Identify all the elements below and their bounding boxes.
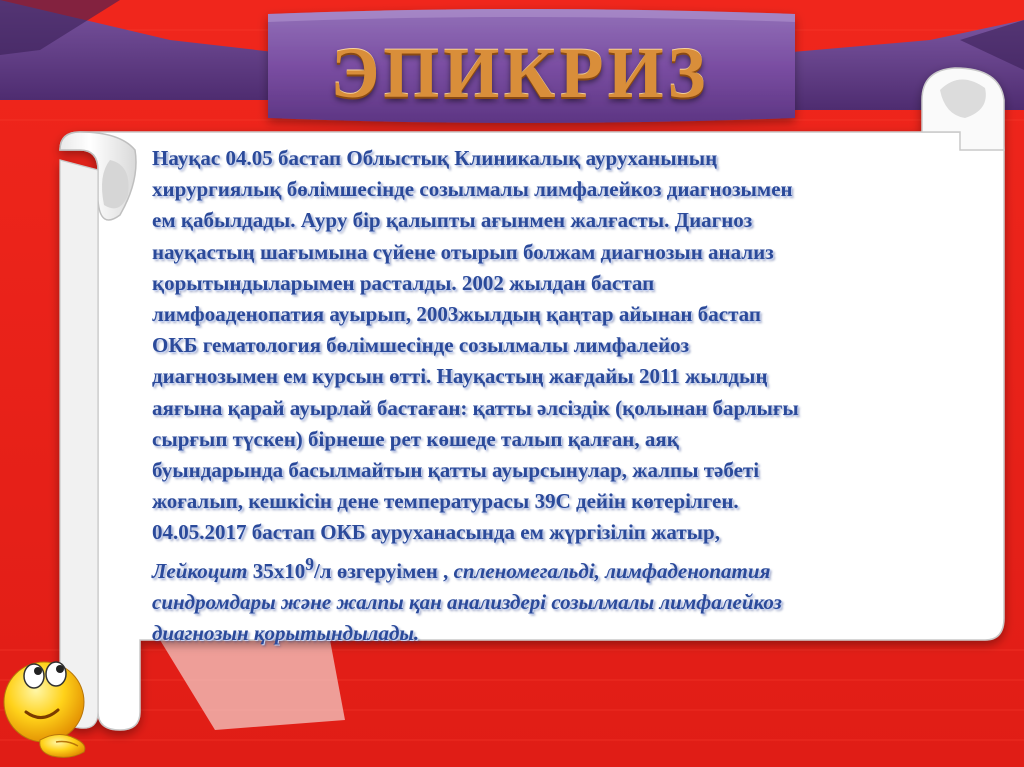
text-line: науқастың шағымына сүйене отырып болжам диагнозын анализ [152,239,774,264]
leukocyte-value: 35х10 [247,558,306,583]
text-line: ем қабылдады. Ауру бір қалыпты ағынмен жалғасты. Диагноз [152,208,753,233]
text-line: аяғына қарай ауырлай бастаған: қатты әлсіздік (қолынан барлығы [152,395,799,420]
text-line: диагнозын қорытындылады. [152,621,420,646]
text-line-leukocyte [152,549,952,587]
text-line: хирургиялық бөлімшесінде созылмалы лимфалейкоз диагнозымен [152,177,793,202]
text-line: Науқас 04.05 бастап Облыстық Клиникалық ауруханының [152,146,718,170]
text-line: сырғып түскен) бірнеше рет көшеде талып қалған, аяқ [152,426,679,451]
text-line: жоғалып, кешкісін дене температурасы 39С дейін көтерілген. [152,489,739,514]
text-line: 04.05.2017 бастап ОКБ ауруханасында ем жүргізіліп жатыр, [152,520,720,545]
leukocyte-label: Лейкоцит [152,558,248,583]
text-line: буындарында басылмайтын қатты ауырсынулар, жалпы тәбеті [152,458,760,483]
text-line: қорытындыларымен расталды. 2002 жылдан бастап [152,270,655,295]
leukocyte-exponent: 9 [305,553,314,574]
slide-title: ЭПИКРИЗ [330,33,710,113]
text-line: лимфоаденопатия ауырып, 2003жылдың қаңтар айынан бастап [152,302,761,327]
text-line: ОКБ гематология бөлімшесінде созылмалы лимфалейоз [152,333,690,358]
epicrisis-text [152,143,952,649]
leukocyte-findings: спленомегальді, лимфаденопатия [448,558,771,583]
text-line: диагнозымен ем курсын өтті. Науқастың жағдайы 2011 жылдың [152,364,768,389]
thinking-smiley-icon [0,652,100,767]
leukocyte-unit: /л өзгеруімен , [313,558,449,583]
text-line: синдромдары және жалпы қан анализдері созылмалы лимфалейкоз [152,589,782,614]
